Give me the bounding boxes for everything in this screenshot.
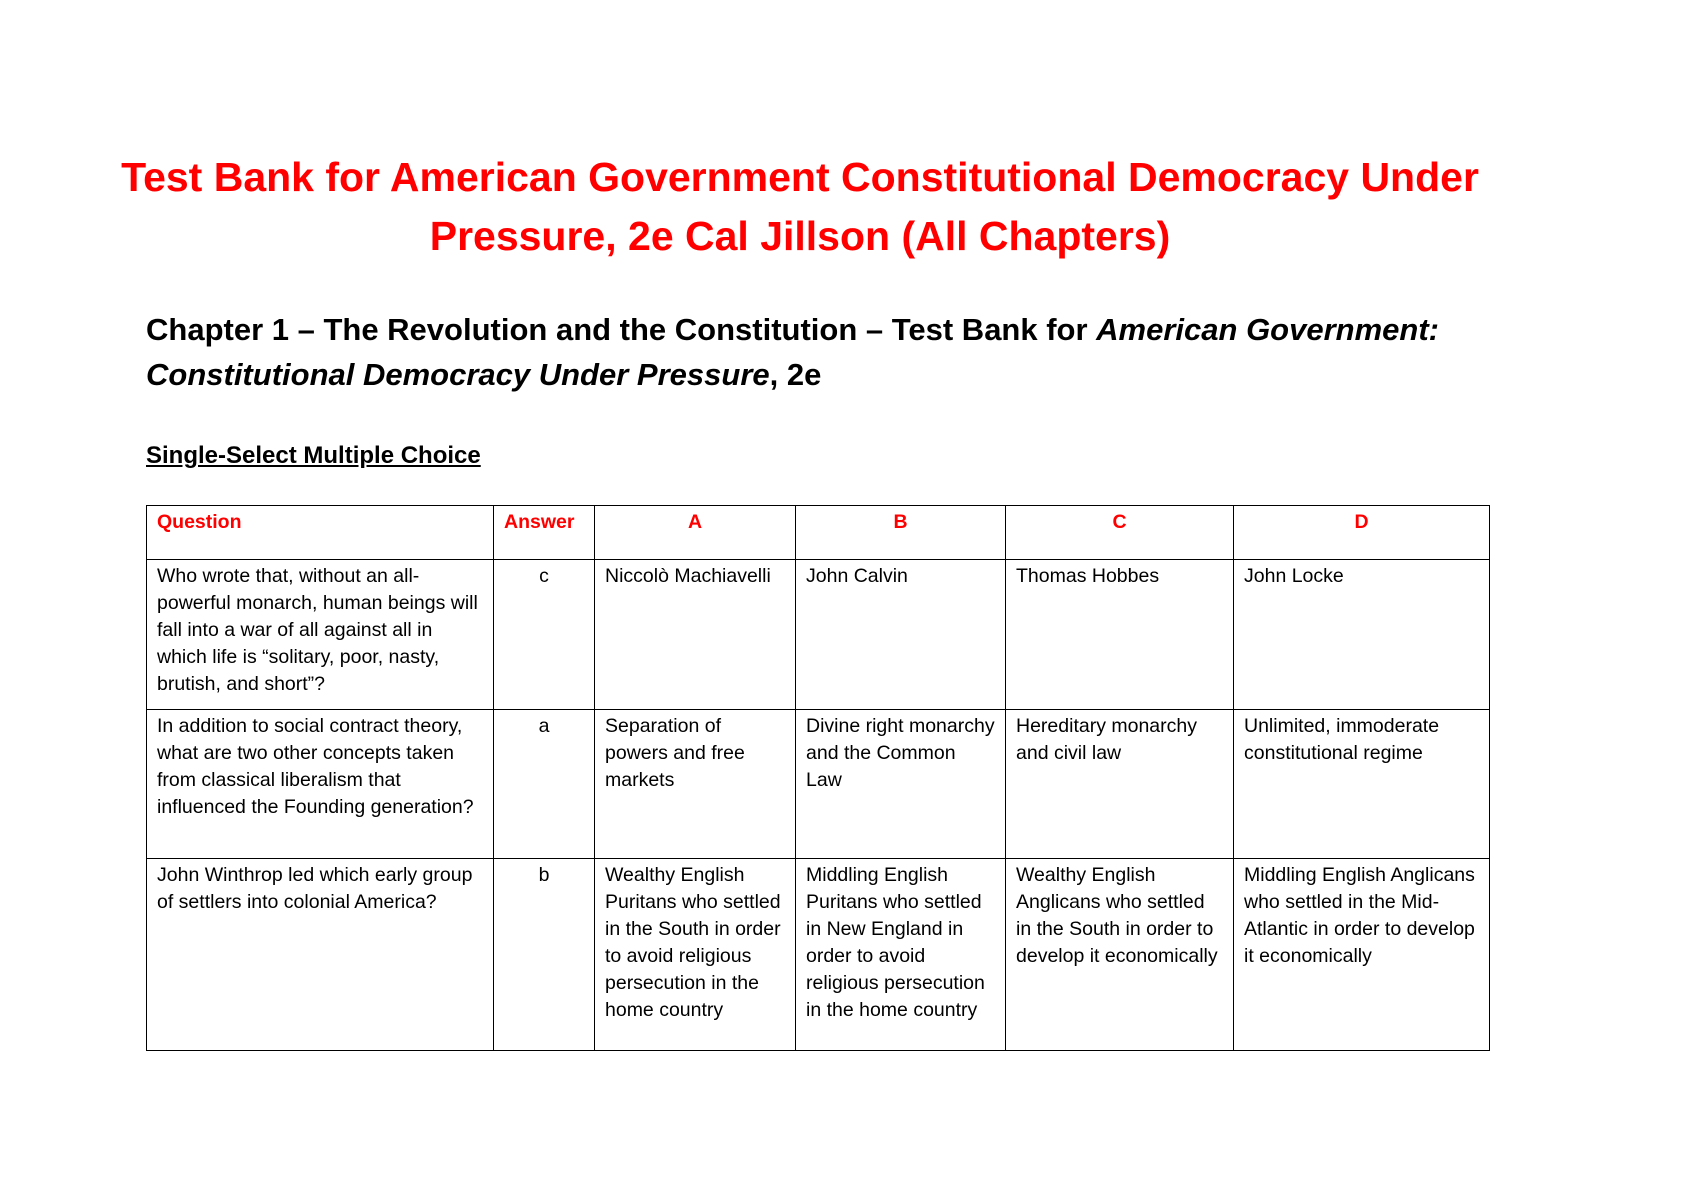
option-c-cell: Wealthy English Anglicans who settled in the South in order to develop it economically [1006,859,1234,1051]
answer-cell: b [494,859,595,1051]
table-row [147,560,1490,710]
option-b-cell: John Calvin [796,560,1006,710]
header-option-c: C [1006,506,1234,560]
table-header-row [147,506,1490,560]
header-option-a: A [595,506,796,560]
chapter-heading-suffix: , 2e [769,357,822,392]
table-row [147,859,1490,1051]
option-b-cell: Middling English Puritans who settled in New England in order to avoid religious persecution in the home country [796,859,1006,1051]
question-cell: In addition to social contract theory, what are two other concepts taken from classical liberalism that influenced the Founding generation? [147,710,494,859]
question-table [146,505,1490,1051]
option-d-cell: John Locke [1234,560,1490,710]
question-cell: Who wrote that, without an all-powerful monarch, human beings will fall into a war of all against all in which life is “solitary, poor, nasty, brutish, and short”? [147,560,494,710]
option-c-cell: Thomas Hobbes [1006,560,1234,710]
table-row [147,710,1490,859]
question-cell: John Winthrop led which early group of settlers into colonial America? [147,859,494,1051]
option-d-cell: Unlimited, immoderate constitutional regime [1234,710,1490,859]
header-option-d: D [1234,506,1490,560]
chapter-heading-prefix: Chapter 1 – The Revolution and the Constitution – Test Bank for [146,312,1097,347]
answer-cell: a [494,710,595,859]
option-d-cell: Middling English Anglicans who settled in the Mid-Atlantic in order to develop it economically [1234,859,1490,1051]
header-answer: Answer [494,506,595,560]
header-question: Question [147,506,494,560]
chapter-heading [146,307,1446,397]
option-c-cell: Hereditary monarchy and civil law [1006,710,1234,859]
option-a-cell: Niccolò Machiavelli [595,560,796,710]
section-heading: Single-Select Multiple Choice [146,442,481,469]
option-b-cell: Divine right monarchy and the Common Law [796,710,1006,859]
answer-cell: c [494,560,595,710]
option-a-cell: Separation of powers and free markets [595,710,796,859]
document-title: Test Bank for American Government Constitutional Democracy Under Pressure, 2e Cal Jillson (All Chapters) [121,154,1479,259]
option-a-cell: Wealthy English Puritans who settled in the South in order to avoid religious persecution in the home country [595,859,796,1051]
chapter-heading-book-title: American Government: Constitutional Democracy Under Pressure [146,312,1439,392]
header-option-b: B [796,506,1006,560]
